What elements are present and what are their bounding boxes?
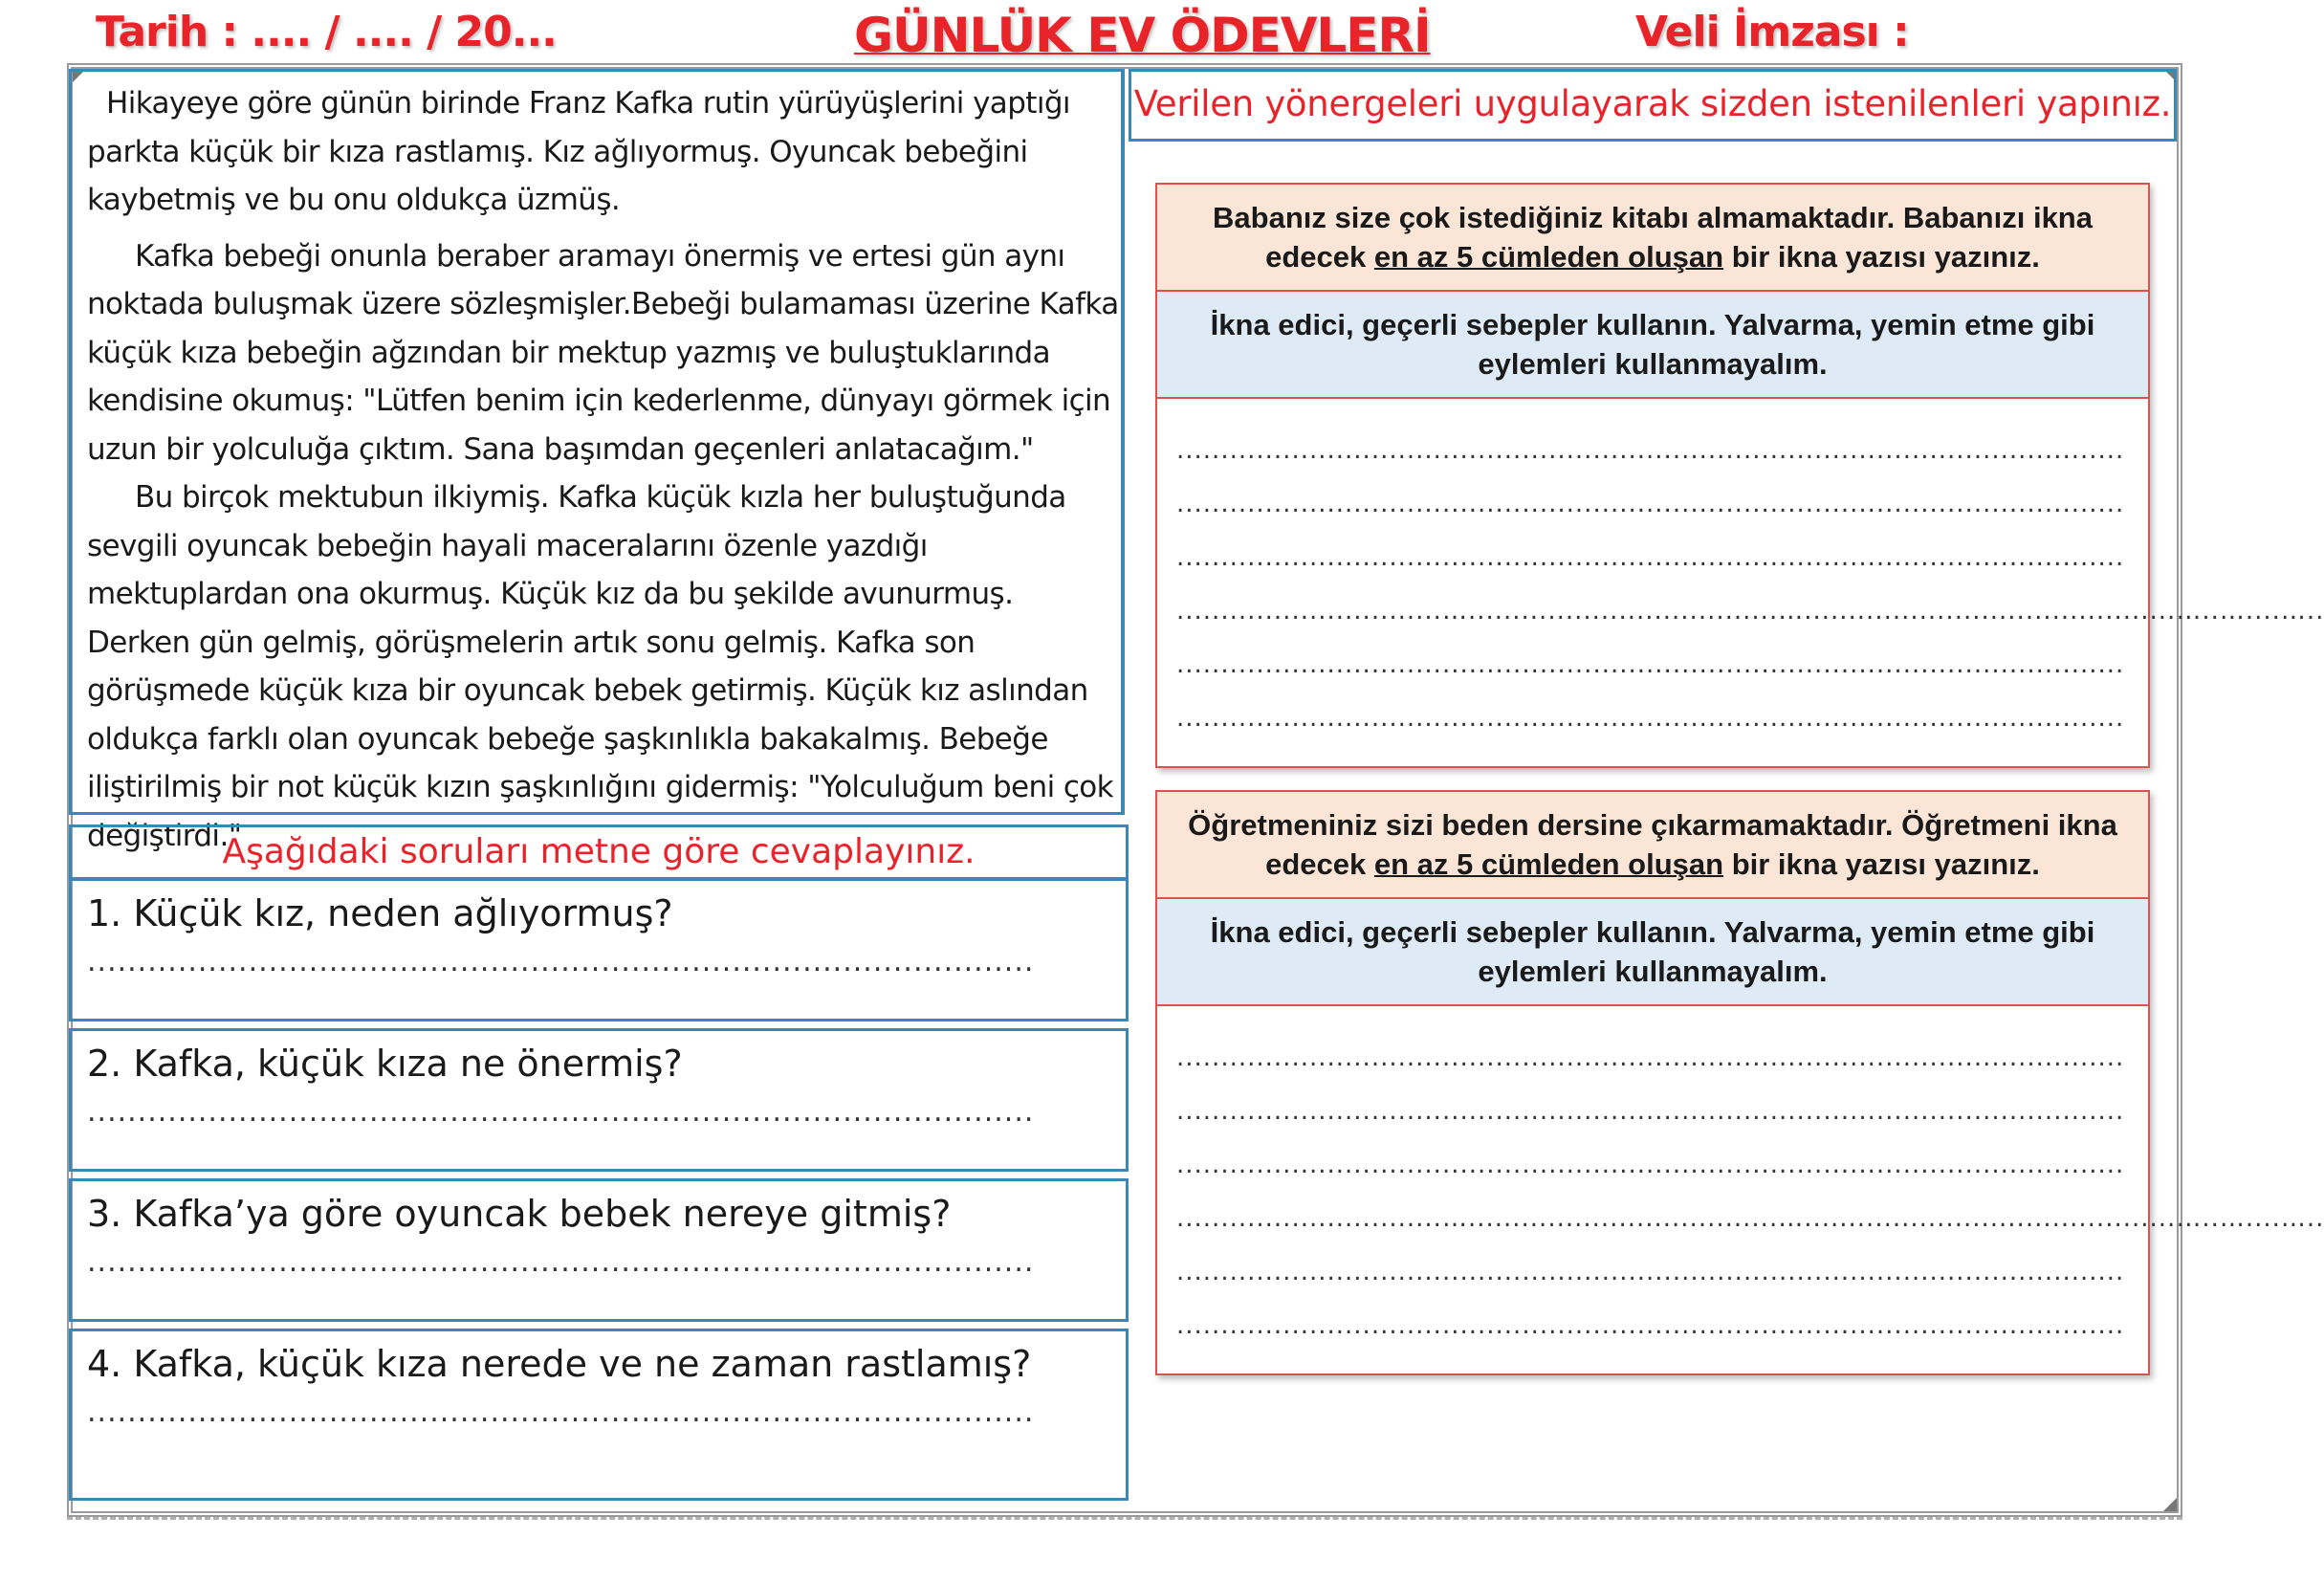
writing-line[interactable]: ........................................................................................................... <box>1176 490 2125 518</box>
task-prompt-text: Babanız size çok istediğiniz kitabı almamaktadır. Babanızı ikna edecek <box>1213 201 2093 274</box>
task-rule: İkna edici, geçerli sebepler kullanın. Yalvarma, yemin etme gibi eylemleri kullanmayalım. <box>1157 899 2148 1006</box>
writing-line[interactable]: ........................................................................................................... <box>1176 1258 2125 1286</box>
question-text: 1. Küçük kız, neden ağlıyormuş? <box>87 892 673 934</box>
writing-line[interactable]: ..............................…...................................…..........................................…..…....….. <box>1176 1204 2324 1233</box>
writing-line[interactable]: ........................................................................................................... <box>1176 436 2125 465</box>
corner-decoration <box>2163 1498 2177 1511</box>
question-text: 2. Kafka, küçük kıza ne önermiş? <box>87 1043 683 1085</box>
story-paragraph: Hikayeye göre günün birinde Franz Kafka rutin yürüyüşlerini yaptığı parkta küçük bir kıza rastlamış. Kız ağlıyormuş. Oyuncak bebeğini kaybetmiş ve bu onu oldukça üzmüş. <box>87 86 1070 217</box>
writing-line[interactable]: ........................................................................................................... <box>1176 650 2125 679</box>
writing-line[interactable]: ........................................................................................................... <box>1176 1044 2125 1072</box>
writing-line[interactable]: ........................................................................................................... <box>1176 704 2125 733</box>
task-prompt-emphasis: en az 5 cümleden oluşan <box>1373 240 1724 274</box>
task-prompt-text: Öğretmeniniz sizi beden dersine çıkarmamaktadır. Öğretmeni ikna edecek <box>1188 808 2117 881</box>
task-prompt-emphasis: en az 5 cümleden oluşan <box>1373 847 1724 881</box>
task-prompt-text: bir ikna yazısı yazınız. <box>1723 240 2040 274</box>
answer-line[interactable]: .............................................................................................. <box>87 945 1035 978</box>
writing-task-box <box>1155 183 2324 768</box>
task-rule: İkna edici, geçerli sebepler kullanın. Yalvarma, yemin etme gibi eylemleri kullanmayalım. <box>1157 292 2148 399</box>
date-field: Tarih : .... / .... / 20... <box>96 8 557 56</box>
writing-lines <box>1157 399 2324 745</box>
story-paragraph: Bu birçok mektubun ilkiymiş. Kafka küçük kızla her buluştuğunda sevgili oyuncak bebeğin hayali maceralarını özenle yazdığı mektuplardan ona okurmuş. Küçük kız da bu şekilde avunurmuş. Derken gün gelmiş, görüşmelerin artık sonu gelmiş. Kafka son görüşmede küçük kıza bir oyuncak bebek getirmiş. Küçük kız aslından oldukça farklı olan oyuncak bebeğe şaşkınlıkla bakakalmış. Bebeğe iliştirilmiş bir not küçük kızın şaşkınlığını gidermiş: "Yolculuğum beni çok değiştirdi." <box>87 480 1114 853</box>
question-box <box>69 878 1129 1022</box>
questions-heading: Aşağıdaki soruları metne göre cevaplayınız. <box>69 824 1129 880</box>
question-box <box>69 1329 1129 1501</box>
task-prompt <box>1157 792 2148 899</box>
page-title: GÜNLÜK EV ÖDEVLERİ <box>854 8 1431 63</box>
writing-line[interactable]: ........................................................................................................... <box>1176 1151 2125 1179</box>
question-text: 4. Kafka, küçük kıza nerede ve ne zaman rastlamış? <box>87 1343 1032 1385</box>
writing-task-box <box>1155 790 2324 1375</box>
writing-line[interactable]: ..............................…...................................…..........................................…..…....….. <box>1176 597 2324 626</box>
answer-line[interactable]: .............................................................................................. <box>87 1395 1035 1429</box>
writing-line[interactable]: ........................................................................................................... <box>1176 543 2125 572</box>
answer-line[interactable]: .............................................................................................. <box>87 1245 1035 1279</box>
answer-line[interactable]: .............................................................................................. <box>87 1095 1035 1129</box>
task-prompt-text: bir ikna yazısı yazınız. <box>1723 847 2040 881</box>
instruction-heading: Verilen yönergeleri uygulayarak sizden istenilenleri yapınız. <box>1129 69 2177 142</box>
parent-signature-field: Veli İmzası : <box>1635 8 1909 56</box>
story-paragraph: Kafka bebeği onunla beraber aramayı önermiş ve ertesi gün aynı noktada buluşmak üzere sözleşmişler.Bebeği bulamaması üzerine Kafka küçük kıza bebeğin ağzından bir mektup yazmış ve buluştuklarında kendisine okumuş: "Lütfen benim için kederlenme, dünyayı görmek için uzun bir yolculuğa çıktım. Sana başımdan geçenleri anlatacağım." <box>87 238 1119 467</box>
bottom-border <box>67 1517 2182 1524</box>
task-prompt <box>1157 185 2148 292</box>
question-box <box>69 1028 1129 1172</box>
question-text: 3. Kafka’ya göre oyuncak bebek nereye gitmiş? <box>87 1193 952 1235</box>
writing-lines <box>1157 1006 2324 1352</box>
question-box <box>69 1178 1129 1322</box>
writing-line[interactable]: ........................................................................................................... <box>1176 1097 2125 1126</box>
writing-line[interactable]: ........................................................................................................... <box>1176 1311 2125 1340</box>
